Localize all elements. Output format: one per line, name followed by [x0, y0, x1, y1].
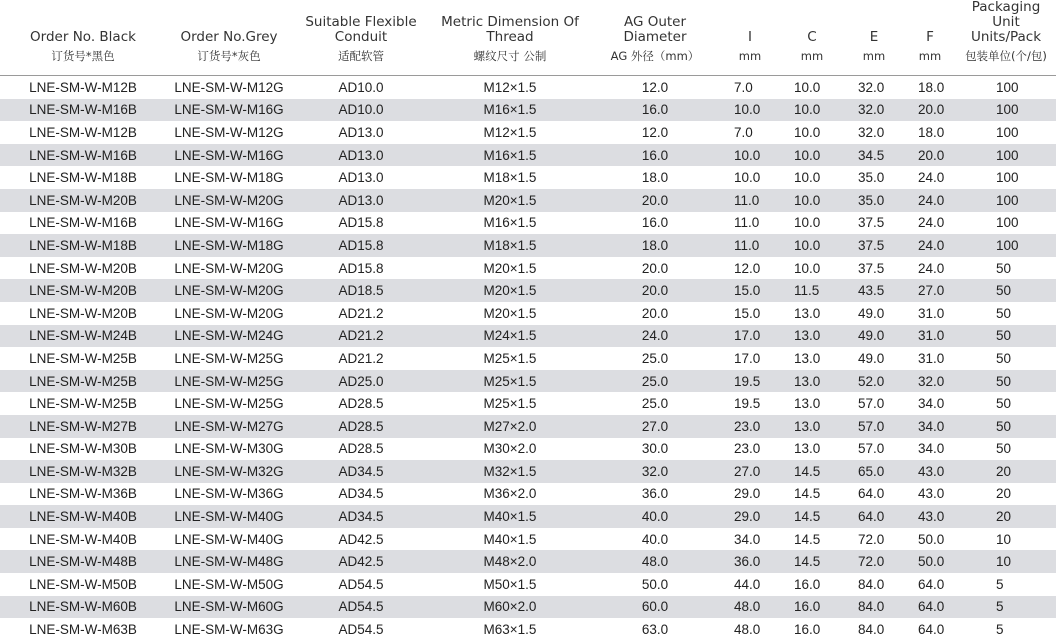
cell-metric-thread: M24×1.5	[430, 325, 590, 348]
cell-dim-e: 64.0	[844, 505, 904, 528]
cell-dim-e: 72.0	[858, 531, 885, 547]
table-row	[0, 528, 1056, 551]
cell-order-black: LNE-SM-W-M30B	[29, 441, 137, 457]
table-row	[0, 166, 1056, 189]
cell-ag-diameter: 50.0	[641, 576, 669, 592]
cell-order-grey: LNE-SM-W-M18G	[174, 170, 284, 186]
table-row	[0, 370, 1056, 393]
cell-dim-i: 10.0	[720, 99, 780, 122]
cell-packaging: 10	[996, 531, 1012, 547]
table-row	[0, 325, 1056, 348]
cell-dim-i: 7.0	[734, 124, 753, 140]
cell-ag-diameter: 24.0	[590, 325, 720, 348]
cell-dim-i: 11.0	[720, 234, 780, 257]
cell-dim-c: 16.0	[794, 576, 821, 592]
cell-dim-c: 16.0	[780, 596, 844, 619]
table-row	[0, 121, 1056, 144]
cell-dim-f: 50.0	[904, 550, 956, 573]
cell-dim-f: 34.0	[904, 415, 956, 438]
cell-order-black: LNE-SM-W-M25B	[29, 396, 137, 412]
cell-conduit: AD13.0	[338, 124, 384, 140]
cell-metric-thread: M18×1.5	[430, 234, 590, 257]
cell-dim-f: 43.0	[904, 505, 956, 528]
cell-ag-diameter: 16.0	[641, 215, 669, 231]
cell-dim-i: 10.0	[734, 170, 761, 186]
cell-conduit: AD13.0	[292, 144, 430, 167]
cell-ag-diameter: 30.0	[641, 441, 669, 457]
cell-order-grey: LNE-SM-W-M12G	[174, 124, 284, 140]
cell-dim-i: 12.0	[734, 260, 761, 276]
cell-dim-i: 44.0	[734, 576, 761, 592]
cell-metric-thread: M20×1.5	[483, 260, 537, 276]
cell-metric-thread: M36×2.0	[483, 486, 537, 502]
cell-packaging: 20	[956, 505, 1056, 528]
cell-order-black: LNE-SM-W-M50B	[29, 576, 137, 592]
header-i-unit: mm	[738, 49, 762, 63]
cell-dim-e: 35.0	[844, 189, 904, 212]
cell-conduit: AD15.8	[338, 260, 384, 276]
table-row	[0, 347, 1056, 370]
cell-metric-thread: M12×1.5	[483, 124, 537, 140]
cell-dim-c: 13.0	[780, 325, 844, 348]
cell-conduit: AD34.5	[338, 486, 384, 502]
cell-packaging: 100	[996, 79, 1019, 95]
cell-order-grey: LNE-SM-W-M12G	[174, 79, 284, 95]
cell-order-black: LNE-SM-W-M16B	[0, 144, 166, 167]
cell-conduit: AD54.5	[338, 576, 384, 592]
cell-dim-f: 27.0	[904, 279, 956, 302]
cell-conduit: AD13.0	[292, 189, 430, 212]
cell-dim-e: 64.0	[858, 486, 885, 502]
cell-ag-diameter: 20.0	[590, 189, 720, 212]
cell-conduit: AD28.5	[338, 396, 384, 412]
cell-dim-e: 49.0	[858, 350, 885, 366]
cell-order-black: LNE-SM-W-M20B	[0, 189, 166, 212]
header-row-english	[0, 0, 1056, 47]
cell-dim-c: 10.0	[780, 144, 844, 167]
cell-dim-i: 17.0	[720, 325, 780, 348]
cell-dim-c: 13.0	[794, 350, 821, 366]
cell-order-black: LNE-SM-W-M40B	[0, 505, 166, 528]
table-row	[0, 483, 1056, 506]
cell-packaging: 100	[996, 215, 1019, 231]
cell-conduit: AD54.5	[292, 596, 430, 619]
cell-metric-thread: M20×1.5	[483, 305, 537, 321]
cell-ag-diameter: 18.0	[641, 170, 669, 186]
cell-conduit: AD21.2	[292, 325, 430, 348]
cell-packaging: 100	[956, 99, 1056, 122]
header-row-chinese	[0, 47, 1056, 76]
cell-metric-thread: M18×1.5	[483, 170, 537, 186]
cell-order-grey: LNE-SM-W-M48G	[166, 550, 292, 573]
cell-dim-e: 52.0	[844, 370, 904, 393]
cell-dim-e: 32.0	[858, 79, 885, 95]
cell-order-black: LNE-SM-W-M32B	[0, 460, 166, 483]
cell-dim-c: 14.5	[780, 550, 844, 573]
header-order-grey: Order No.Grey	[180, 29, 278, 45]
cell-order-black: LNE-SM-W-M25B	[29, 350, 137, 366]
cell-order-grey: LNE-SM-W-M16G	[174, 215, 284, 231]
cell-order-grey: LNE-SM-W-M25G	[174, 396, 284, 412]
table-row	[0, 76, 1056, 99]
cell-ag-diameter: 20.0	[641, 305, 669, 321]
cell-order-grey: LNE-SM-W-M16G	[166, 144, 292, 167]
cell-packaging: 5	[956, 596, 1056, 619]
cell-order-black: LNE-SM-W-M18B	[0, 234, 166, 257]
cell-dim-e: 84.0	[858, 576, 885, 592]
table-row	[0, 212, 1056, 235]
cell-dim-f: 18.0	[918, 79, 945, 95]
cell-dim-i: 11.0	[720, 189, 780, 212]
table-row	[0, 505, 1056, 528]
cell-dim-i: 29.0	[720, 505, 780, 528]
cell-order-grey: LNE-SM-W-M20G	[174, 305, 284, 321]
cell-ag-diameter: 25.0	[641, 350, 669, 366]
cell-conduit: AD13.0	[338, 170, 384, 186]
cell-metric-thread: M27×2.0	[430, 415, 590, 438]
cell-dim-f: 34.0	[918, 441, 945, 457]
cell-conduit: AD42.5	[292, 550, 430, 573]
cell-dim-c: 10.0	[780, 99, 844, 122]
cell-packaging: 100	[996, 170, 1019, 186]
cell-dim-e: 72.0	[844, 550, 904, 573]
cell-order-black: LNE-SM-W-M27B	[0, 415, 166, 438]
cell-order-black: LNE-SM-W-M63B	[29, 622, 137, 638]
table-row	[0, 573, 1056, 596]
cell-metric-thread: M25×1.5	[483, 396, 537, 412]
cell-packaging: 100	[956, 144, 1056, 167]
cell-dim-f: 20.0	[904, 144, 956, 167]
cell-dim-c: 10.0	[794, 260, 821, 276]
cell-order-black: LNE-SM-W-M16B	[29, 215, 137, 231]
table-row	[0, 257, 1056, 280]
cell-packaging: 50	[996, 260, 1012, 276]
cell-order-grey: LNE-SM-W-M20G	[166, 189, 292, 212]
cell-dim-i: 48.0	[720, 596, 780, 619]
header-ag-diameter: AG Outer Diameter	[623, 14, 687, 45]
cell-conduit: AD42.5	[338, 531, 384, 547]
cell-dim-f: 43.0	[904, 460, 956, 483]
cell-dim-c: 14.5	[794, 531, 821, 547]
cell-packaging: 100	[956, 189, 1056, 212]
cell-dim-i: 7.0	[734, 79, 753, 95]
cell-packaging: 50	[956, 415, 1056, 438]
cell-dim-e: 32.0	[844, 99, 904, 122]
cell-order-grey: LNE-SM-W-M24G	[166, 325, 292, 348]
cell-order-black: LNE-SM-W-M18B	[29, 170, 137, 186]
cell-dim-i: 48.0	[734, 622, 761, 638]
cell-ag-diameter: 40.0	[641, 531, 669, 547]
cell-metric-thread: M40×1.5	[483, 531, 537, 547]
cell-metric-thread: M16×1.5	[430, 99, 590, 122]
table-row	[0, 144, 1056, 167]
cell-dim-c: 14.5	[780, 505, 844, 528]
cell-order-black: LNE-SM-W-M12B	[29, 79, 137, 95]
header-order-black-cn: 订货号*黑色	[51, 49, 115, 63]
cell-packaging: 10	[956, 550, 1056, 573]
cell-dim-c: 13.0	[780, 370, 844, 393]
cell-order-black: LNE-SM-W-M60B	[0, 596, 166, 619]
cell-dim-e: 57.0	[858, 441, 885, 457]
cell-dim-e: 43.5	[844, 279, 904, 302]
table-row	[0, 460, 1056, 483]
cell-order-grey: LNE-SM-W-M50G	[174, 576, 284, 592]
header-packaging-cn: 包装单位(个/包)	[965, 49, 1047, 63]
cell-conduit: AD15.8	[338, 215, 384, 231]
cell-order-grey: LNE-SM-W-M20G	[166, 279, 292, 302]
cell-metric-thread: M25×1.5	[483, 350, 537, 366]
cell-order-black: LNE-SM-W-M20B	[29, 260, 137, 276]
cell-dim-i: 29.0	[734, 486, 761, 502]
cell-dim-c: 14.5	[794, 486, 821, 502]
cell-packaging: 50	[996, 396, 1012, 412]
header-packaging: Packaging Unit Units/Pack	[970, 0, 1042, 45]
cell-dim-c: 13.0	[794, 441, 821, 457]
cell-ag-diameter: 12.0	[641, 79, 669, 95]
cell-dim-f: 31.0	[918, 350, 945, 366]
cell-ag-diameter: 16.0	[590, 99, 720, 122]
cell-ag-diameter: 32.0	[590, 460, 720, 483]
cell-dim-e: 49.0	[858, 305, 885, 321]
cell-ag-diameter: 27.0	[590, 415, 720, 438]
table-header	[0, 0, 1056, 76]
cell-dim-c: 10.0	[794, 79, 821, 95]
cell-order-grey: LNE-SM-W-M40G	[166, 505, 292, 528]
cell-ag-diameter: 36.0	[641, 486, 669, 502]
cell-conduit: AD21.2	[338, 350, 384, 366]
cell-dim-e: 37.5	[858, 215, 885, 231]
cell-metric-thread: M40×1.5	[430, 505, 590, 528]
cell-metric-thread: M30×2.0	[483, 441, 537, 457]
cell-ag-diameter: 16.0	[590, 144, 720, 167]
cell-dim-i: 19.5	[720, 370, 780, 393]
cell-conduit: AD28.5	[292, 415, 430, 438]
cell-conduit: AD54.5	[338, 622, 384, 638]
cell-conduit: AD21.2	[338, 305, 384, 321]
cell-packaging: 5	[996, 576, 1004, 592]
cell-dim-e: 35.0	[858, 170, 885, 186]
cell-order-black: LNE-SM-W-M36B	[29, 486, 137, 502]
cell-dim-f: 20.0	[904, 99, 956, 122]
cell-metric-thread: M16×1.5	[430, 144, 590, 167]
cell-dim-f: 24.0	[918, 260, 945, 276]
cell-dim-c: 10.0	[780, 189, 844, 212]
cell-ag-diameter: 60.0	[590, 596, 720, 619]
cell-dim-f: 18.0	[918, 124, 945, 140]
cell-packaging: 50	[956, 279, 1056, 302]
cell-dim-f: 43.0	[918, 486, 945, 502]
cell-dim-f: 24.0	[904, 234, 956, 257]
cell-order-black: LNE-SM-W-M25B	[0, 370, 166, 393]
table-row	[0, 550, 1056, 573]
table-row	[0, 618, 1056, 641]
cell-packaging: 50	[956, 370, 1056, 393]
cell-dim-c: 10.0	[794, 170, 821, 186]
cell-dim-c: 13.0	[794, 305, 821, 321]
cell-metric-thread: M60×2.0	[430, 596, 590, 619]
header-e: E	[869, 29, 879, 45]
cell-packaging: 5	[996, 622, 1004, 638]
table-row	[0, 99, 1056, 122]
cell-metric-thread: M20×1.5	[430, 189, 590, 212]
cell-packaging: 20	[996, 486, 1012, 502]
cell-dim-e: 32.0	[858, 124, 885, 140]
cell-dim-i: 36.0	[720, 550, 780, 573]
cell-ag-diameter: 40.0	[590, 505, 720, 528]
cell-metric-thread: M50×1.5	[483, 576, 537, 592]
cell-packaging: 20	[956, 460, 1056, 483]
table-row	[0, 415, 1056, 438]
cell-dim-f: 64.0	[904, 596, 956, 619]
cell-conduit: AD15.8	[292, 234, 430, 257]
cell-order-grey: LNE-SM-W-M25G	[174, 350, 284, 366]
header-conduit-cn: 适配软管	[338, 49, 384, 63]
cell-dim-e: 84.0	[858, 622, 885, 638]
cell-dim-c: 16.0	[794, 622, 821, 638]
cell-dim-f: 24.0	[918, 170, 945, 186]
cell-dim-c: 10.0	[794, 215, 821, 231]
header-i: I	[748, 29, 752, 45]
header-ag-diameter-cn: AG 外径（mm）	[610, 49, 700, 63]
cell-conduit: AD18.5	[292, 279, 430, 302]
cell-metric-thread: M16×1.5	[483, 215, 537, 231]
cell-dim-e: 49.0	[844, 325, 904, 348]
cell-dim-f: 64.0	[918, 622, 945, 638]
cell-dim-f: 50.0	[918, 531, 945, 547]
cell-ag-diameter: 20.0	[641, 260, 669, 276]
cell-ag-diameter: 25.0	[641, 396, 669, 412]
cell-dim-e: 84.0	[844, 596, 904, 619]
cell-dim-i: 15.0	[734, 305, 761, 321]
header-c: C	[807, 29, 817, 45]
cell-dim-f: 32.0	[904, 370, 956, 393]
cell-metric-thread: M32×1.5	[430, 460, 590, 483]
cell-conduit: AD34.5	[292, 460, 430, 483]
cell-packaging: 50	[996, 305, 1012, 321]
cell-order-grey: LNE-SM-W-M32G	[166, 460, 292, 483]
cell-conduit: AD34.5	[292, 505, 430, 528]
cell-order-grey: LNE-SM-W-M25G	[166, 370, 292, 393]
header-e-unit: mm	[862, 49, 886, 63]
cell-order-black: LNE-SM-W-M20B	[29, 305, 137, 321]
cell-ag-diameter: 12.0	[641, 124, 669, 140]
cell-dim-i: 15.0	[720, 279, 780, 302]
cell-order-grey: LNE-SM-W-M60G	[166, 596, 292, 619]
cell-ag-diameter: 25.0	[590, 370, 720, 393]
cell-dim-c: 13.0	[780, 415, 844, 438]
header-conduit: Suitable Flexible Conduit	[305, 14, 417, 45]
cell-metric-thread: M63×1.5	[483, 622, 537, 638]
cell-dim-e: 37.5	[844, 234, 904, 257]
header-metric-thread: Metric Dimension Of Thread	[441, 14, 579, 45]
table-row	[0, 234, 1056, 257]
cell-order-black: LNE-SM-W-M16B	[0, 99, 166, 122]
table-row	[0, 189, 1056, 212]
cell-order-black: LNE-SM-W-M40B	[29, 531, 137, 547]
cell-order-grey: LNE-SM-W-M30G	[174, 441, 284, 457]
cell-order-grey: LNE-SM-W-M36G	[174, 486, 284, 502]
cell-conduit: AD10.0	[292, 99, 430, 122]
cell-order-black: LNE-SM-W-M48B	[0, 550, 166, 573]
cell-packaging: 50	[956, 325, 1056, 348]
cell-dim-c: 11.5	[780, 279, 844, 302]
cell-order-grey: LNE-SM-W-M40G	[174, 531, 284, 547]
cell-packaging: 100	[996, 124, 1019, 140]
cell-ag-diameter: 63.0	[641, 622, 669, 638]
cell-dim-e: 34.5	[844, 144, 904, 167]
cell-metric-thread: M25×1.5	[430, 370, 590, 393]
cell-dim-i: 10.0	[720, 144, 780, 167]
cell-order-black: LNE-SM-W-M12B	[29, 124, 137, 140]
cell-order-grey: LNE-SM-W-M16G	[166, 99, 292, 122]
cell-dim-f: 31.0	[904, 325, 956, 348]
header-c-unit: mm	[800, 49, 824, 63]
cell-dim-c: 13.0	[794, 396, 821, 412]
cell-conduit: AD25.0	[292, 370, 430, 393]
cell-dim-c: 14.5	[780, 460, 844, 483]
cell-metric-thread: M12×1.5	[483, 79, 537, 95]
table-row	[0, 302, 1056, 325]
cell-dim-e: 37.5	[858, 260, 885, 276]
cell-dim-f: 34.0	[918, 396, 945, 412]
cell-order-black: LNE-SM-W-M20B	[0, 279, 166, 302]
table-row	[0, 392, 1056, 415]
cell-order-grey: LNE-SM-W-M18G	[166, 234, 292, 257]
cell-conduit: AD10.0	[338, 79, 384, 95]
cell-dim-i: 23.0	[734, 441, 761, 457]
table-row	[0, 438, 1056, 461]
cell-dim-f: 64.0	[918, 576, 945, 592]
cell-dim-e: 57.0	[844, 415, 904, 438]
cell-dim-i: 17.0	[734, 350, 761, 366]
table-row	[0, 279, 1056, 302]
cell-dim-e: 65.0	[844, 460, 904, 483]
cell-ag-diameter: 20.0	[590, 279, 720, 302]
cell-packaging: 100	[956, 234, 1056, 257]
table-row	[0, 596, 1056, 619]
cell-packaging: 50	[996, 441, 1012, 457]
cell-dim-f: 24.0	[918, 215, 945, 231]
cell-order-grey: LNE-SM-W-M20G	[174, 260, 284, 276]
cell-ag-diameter: 48.0	[590, 550, 720, 573]
header-f: F	[926, 29, 934, 45]
cell-dim-c: 10.0	[794, 124, 821, 140]
cell-dim-e: 57.0	[858, 396, 885, 412]
cell-order-grey: LNE-SM-W-M27G	[166, 415, 292, 438]
cell-metric-thread: M48×2.0	[430, 550, 590, 573]
cell-dim-i: 34.0	[734, 531, 761, 547]
header-order-grey-cn: 订货号*灰色	[197, 49, 261, 63]
cell-dim-i: 23.0	[720, 415, 780, 438]
header-metric-thread-cn: 螺纹尺寸 公制	[473, 49, 547, 63]
cell-packaging: 50	[996, 350, 1012, 366]
cell-dim-i: 27.0	[720, 460, 780, 483]
cell-dim-f: 31.0	[918, 305, 945, 321]
cell-dim-c: 10.0	[780, 234, 844, 257]
cell-order-black: LNE-SM-W-M24B	[0, 325, 166, 348]
cell-conduit: AD28.5	[338, 441, 384, 457]
header-f-unit: mm	[918, 49, 942, 63]
cell-metric-thread: M20×1.5	[430, 279, 590, 302]
cell-dim-f: 24.0	[904, 189, 956, 212]
cell-dim-i: 11.0	[734, 215, 760, 231]
cell-dim-i: 19.5	[734, 396, 761, 412]
cell-ag-diameter: 18.0	[590, 234, 720, 257]
cell-order-grey: LNE-SM-W-M63G	[174, 622, 284, 638]
table-body	[0, 76, 1056, 641]
header-order-black: Order No. Black	[30, 29, 136, 45]
